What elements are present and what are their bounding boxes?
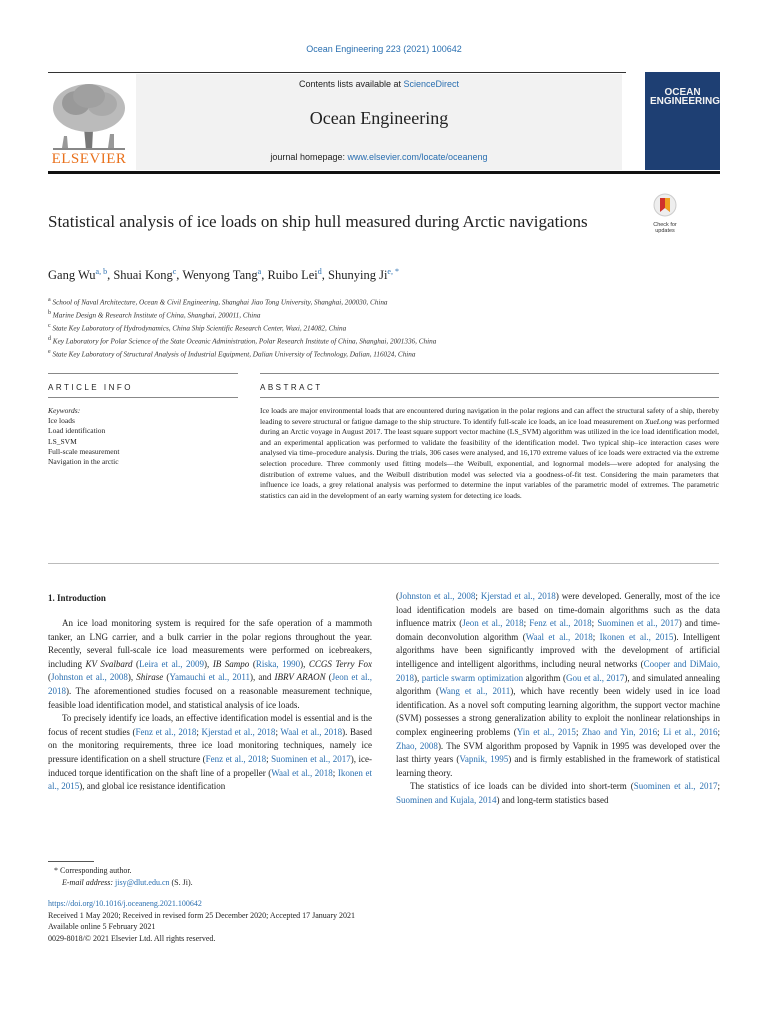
affiliation-item: $^c$ State Key Laboratory of Hydrodynamics, China Ship Scientific Research Center, Wuxi, 214082, China bbox=[48, 322, 347, 333]
article-info-heading: ARTICLE INFO bbox=[48, 383, 133, 392]
received-dates: Received 1 May 2020; Received in revised form 25 December 2020; Accepted 17 January 2021 bbox=[48, 910, 356, 920]
journal-homepage: journal homepage: www.elsevier.com/locate/oceaneng bbox=[270, 152, 488, 162]
available-online: Available online 5 February 2021 bbox=[48, 922, 156, 931]
author-name[interactable]: Gang Wu bbox=[48, 268, 96, 283]
author-list: Gang Wu$^{a, b}$, Shuai Kong$^c$, Wenyong Tang$^a$, Ruibo Lei$^d$, Shunying $Ji^{e, *}$ bbox=[48, 267, 399, 283]
paragraph: An ice load monitoring system is required for the safe operation of a mammoth tanker, an LNG carrier, and a bulk carrier in the polar regions throughout the year. Recently, several full-scale ice load measurements were performed on icebreakers, including KV Svalbard (Leira et al., 2009), IB Sampo (Riska, 1990), CCGS Terry Fox (Johnston et al., 2008), Shirase (Yamauchi et al., 2011), and IBRV ARAON (Jeon et al., 2018). The aforementioned studies focused on a reasonable measurement technique, feasible load identification model, and statistical analysis of ice loads. bbox=[48, 618, 373, 710]
sciencedirect-link[interactable]: ScienceDirect bbox=[403, 79, 460, 89]
author-name[interactable]: Shuai Kong bbox=[113, 268, 173, 283]
email-link[interactable]: jisy@dlut.edu.cn bbox=[115, 878, 170, 887]
right-column-text bbox=[396, 590, 720, 808]
affiliation-item: $^d$ Key Laboratory for Polar Science of the State Oceanic Administration, Polar Research Institute of China, Shanghai, 2001336, China bbox=[48, 335, 437, 346]
keyword-item: Full-scale measurement bbox=[48, 446, 120, 456]
publisher-name: ELSEVIER bbox=[51, 151, 127, 167]
copyright-line: 0029-8018/© 2021 Elsevier Ltd. All rights reserved. bbox=[48, 933, 216, 943]
keyword-item: Load identification bbox=[48, 426, 106, 436]
author-name[interactable]: Ruibo Lei bbox=[267, 268, 318, 283]
affiliation-list bbox=[48, 295, 688, 359]
check-for-updates-button[interactable] bbox=[647, 193, 683, 234]
abstract-rule-top bbox=[260, 373, 719, 374]
journal-reference-link[interactable]: Ocean Engineering 223 (2021) 100642 bbox=[306, 44, 462, 54]
journal-name: Ocean Engineering bbox=[309, 108, 449, 128]
paragraph: The statistics of ice loads can be divided into short-term (Suominen et al., 2017; Suominen and Kujala, 2014) and long-term statistics based bbox=[396, 781, 720, 805]
paragraph: (Johnston et al., 2008; Kjerstad et al., 2018) were developed. Generally, most of the ice load identification models are based on time-domain algorithms such as the data influence matrix (Jeon et al., 2018; Fenz et al., 2018; Suominen et al., 2017) and time-domain deconvolution algorithm (Waal et al., 2018; Ikonen et al., 2015). Intelligent algorithms have been significantly improved with the development of artificial intelligence and intelligent algorithms, including neural networks (Cooper and DiMaio, 2018), particle swarm optimization algorithm (Gou et al., 2017), and simulated annealing algorithm (Wang et al., 2011), which have recently been widely used in ice load identification. As a novel soft computing learning algorithm, the support vector machine (SVM) possesses a strong generalization ability to exploit the nonlinear relationships in complex engineering problems (Yin et al., 2015; Zhao and Yin, 2016; Li et al., 2016; Zhao, 2008). The SVM algorithm proposed by Vapnik in 1995 was developed over the last thirty years (Vapnik, 1995) and is firmly established in the framework of statistical learning theory. bbox=[396, 591, 721, 778]
footnote-rule bbox=[48, 861, 94, 862]
keywords-label: Keywords: bbox=[48, 406, 81, 415]
keyword-item: Navigation in the arctic bbox=[48, 457, 119, 467]
doi-link[interactable]: https://doi.org/10.1016/j.oceaneng.2021.100642 bbox=[48, 899, 202, 908]
section-heading-introduction: 1. Introduction bbox=[48, 593, 106, 603]
author-name[interactable]: Shunying Ji bbox=[328, 268, 388, 283]
header-top-rule bbox=[48, 72, 626, 73]
publication-info bbox=[48, 898, 355, 944]
abstract-heading: ABSTRACT bbox=[260, 383, 323, 392]
left-column-text bbox=[48, 617, 372, 794]
bookmark-icon bbox=[647, 193, 683, 217]
article-title: Statistical analysis of ice loads on ship hull measured during Arctic navigations bbox=[48, 212, 588, 231]
email-line: E-mail address: jisy@dlut.edu.cn (S. Ji). bbox=[62, 878, 193, 887]
abstract-rule bbox=[260, 397, 719, 398]
abstract-text: Ice loads are major environmental loads that are encountered during navigation in the polar regions and can affect the structural safety of a ship, thereby leading to severe structural or fatigue damage to the ship structure. To identify full-scale ice loads, an ice load measurement on XueLong was performed during an Arctic voyage in August 2017. The least square support vector machine (LS_SVM) algorithm was utilized in the ice load identification model, and an experimental application was performed to validate the feasibility of the identification model. Two typical ship–ice interaction cases were analysed via time–procedure analysis. During the trials, 306 cases were analysed, and 16,170 extreme values of ice loads were extracted via the extreme selection procedure. Three commonly used fitting models—the Weibull, exponential, and lognormal models—were adopted for analysing the distribution of extreme values, and the Weibull distribution model was selected via a goodness-of-fit test. Considering the main parameters that influence ice loads, a grey relational analysis was performed to determine the input variables of the parametric model of extremes. The parametric statistics can aid in the development of an early warning system for detecting ice loads. bbox=[260, 406, 719, 500]
contents-line: Contents lists available at ScienceDirect bbox=[298, 79, 460, 89]
affiliation-item: $^a$ School of Naval Architecture, Ocean & Civil Engineering, Shanghai Jiao Tong University, Shanghai, 200030, China bbox=[48, 297, 388, 307]
article-info-rule-top bbox=[48, 373, 238, 374]
affiliation-item: $^e$ State Key Laboratory of Structural Analysis of Industrial Equipment, Dalian University of Technology, Dalian, 116024, China bbox=[48, 348, 416, 358]
paragraph: To precisely identify ice loads, an effective identification model is essential and is the focus of recent studies (Fenz et al., 2018; Kjerstad et al., 2018; Waal et al., 2018). Based on the monitoring requirements, three ice load monitoring techniques, namely ice pressure identification on a shell structure (Fenz et al., 2018; Suominen et al., 2017), ice-induced torque identification on the shaft line of a propeller (Waal et al., 2018; Ikonen et al., 2015), and global ice resistance identification bbox=[48, 713, 372, 792]
cover-title: OCEAN ENGINEERING bbox=[650, 87, 721, 107]
keyword-item: Ice loads bbox=[48, 416, 75, 426]
keyword-item: LS_SVM bbox=[48, 436, 77, 446]
check-for-updates-label: Check for updates bbox=[653, 222, 677, 234]
header-bottom-rule bbox=[48, 171, 720, 174]
author-name[interactable]: Wenyong Tang bbox=[182, 268, 258, 283]
corresponding-author-note: * Corresponding author. bbox=[54, 866, 132, 875]
affiliation-item: $^b$ Marine Design & Research Institute of China, Shanghai, 200011, China bbox=[48, 309, 261, 320]
homepage-link[interactable]: www.elsevier.com/locate/oceaneng bbox=[347, 152, 488, 162]
abstract-end-rule bbox=[48, 563, 719, 564]
keywords-block bbox=[48, 406, 238, 467]
article-info-rule bbox=[48, 397, 238, 398]
footnote bbox=[48, 865, 193, 889]
